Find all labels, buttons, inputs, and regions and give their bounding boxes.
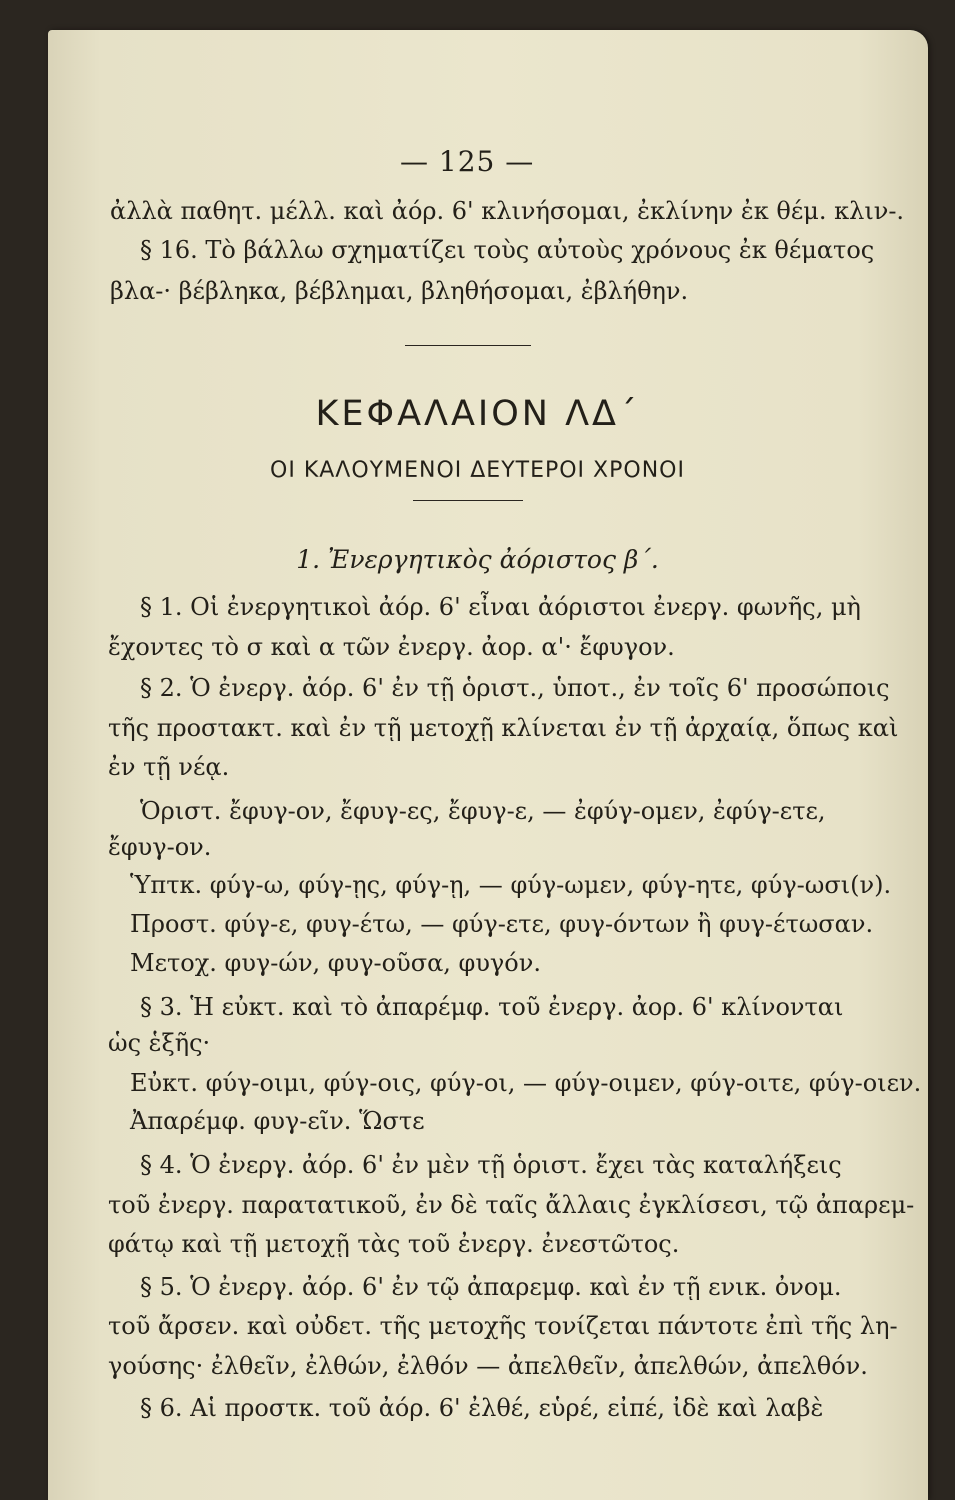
text-line: φάτῳ καὶ τῇ μετοχῇ τὰς τοῦ ἐνεργ. ἐνεστῶτος. [108,1230,680,1258]
text-line: Ἀπαρέμφ. φυγ-εῖν. Ὥστε [130,1107,425,1135]
text-line: Εὐκτ. φύγ-οιμι, φύγ-οις, φύγ-οι, — φύγ-οιμεν, φύγ-οιτε, φύγ-οιεν. [130,1069,922,1097]
section-heading: 1. Ἐνεργητικὸς ἀόριστος β΄. [296,545,659,574]
text-line: § 1. Οἱ ἐνεργητικοὶ ἀόρ. 6' εἶναι ἀόριστοι ἐνεργ. φωνῆς, μὴ [140,593,861,621]
text-line: βλα-· βέβληκα, βέβλημαι, βληθήσομαι, ἐβλήθην. [110,277,689,305]
text-line: ἔχοντες τὸ σ καὶ α τῶν ἐνεργ. ἀορ. α'· ἔφυγον. [108,633,675,661]
text-line: § 5. Ὁ ἐνεργ. ἀόρ. 6' ἐν τῷ ἀπαρεμφ. καὶ ἐν τῇ ενικ. ὀνομ. [140,1273,842,1301]
text-line: ἔφυγ-ον. [108,833,212,861]
page-number: — 125 — [400,145,535,178]
divider-rule [413,500,523,501]
chapter-subtitle: ΟΙ ΚΑΛΟΥΜΕΝΟΙ ΔΕΥΤΕΡΟΙ ΧΡΟΝΟΙ [270,458,685,483]
text-line: τῆς προστακτ. καὶ ἐν τῇ μετοχῇ κλίνεται ἐν τῇ ἀρχαίᾳ, ὅπως καὶ [108,714,899,742]
text-line: ἀλλὰ παθητ. μέλλ. καὶ ἀόρ. 6' κλινήσομαι, ἐκλίνην ἐκ θέμ. κλιν-. [110,197,905,225]
text-line: ἐν τῇ νέᾳ. [108,753,230,781]
divider-rule [405,345,531,346]
chapter-title: ΚΕΦΑΛΑΙΟΝ ΛΔ΄ [315,394,640,434]
text-line: Ὁριστ. ἔφυγ-ον, ἔφυγ-ες, ἔφυγ-ε, — ἐφύγ-ομεν, ἐφύγ-ετε, [140,797,826,825]
text-line: Προστ. φύγ-ε, φυγ-έτω, — φύγ-ετε, φυγ-όντων ἢ φυγ-έτωσαν. [130,910,874,938]
text-line: § 6. Αἱ προστκ. τοῦ ἀόρ. 6' ἐλθέ, εὑρέ, εἰπέ, ἰδὲ καὶ λαβὲ [140,1394,824,1422]
text-line: § 2. Ὁ ἐνεργ. ἀόρ. 6' ἐν τῇ ὁριστ., ὑποτ., ἐν τοῖς 6' προσώποις [140,674,890,702]
text-line: § 16. Τὸ βάλλω σχηματίζει τοὺς αὐτοὺς χρόνους ἐκ θέματος [140,236,875,264]
text-line: Μετοχ. φυγ-ών, φυγ-οῦσα, φυγόν. [130,949,541,977]
text-line: τοῦ ἄρσεν. καὶ οὐδετ. τῆς μετοχῆς τονίζεται πάντοτε ἐπὶ τῆς λη- [108,1312,898,1340]
text-line: ὡς ἑξῆς· [108,1029,211,1057]
text-line: γούσης· ἐλθεῖν, ἐλθών, ἐλθόν — ἀπελθεῖν, ἀπελθών, ἀπελθόν. [108,1352,868,1380]
text-line: § 3. Ἡ εὐκτ. καὶ τὸ ἀπαρέμφ. τοῦ ἐνεργ. ἀορ. 6' κλίνονται [140,993,844,1021]
text-line: § 4. Ὁ ἐνεργ. ἀόρ. 6' ἐν μὲν τῇ ὁριστ. ἔχει τὰς καταλήξεις [140,1151,842,1179]
text-line: Ὑπτκ. φύγ-ω, φύγ-ῃς, φύγ-ῃ, — φύγ-ωμεν, φύγ-ητε, φύγ-ωσι(ν). [130,871,892,899]
text-line: τοῦ ἐνεργ. παρατατικοῦ, ἐν δὲ ταῖς ἄλλαις ἐγκλίσεσι, τῷ ἀπαρεμ- [108,1191,915,1219]
